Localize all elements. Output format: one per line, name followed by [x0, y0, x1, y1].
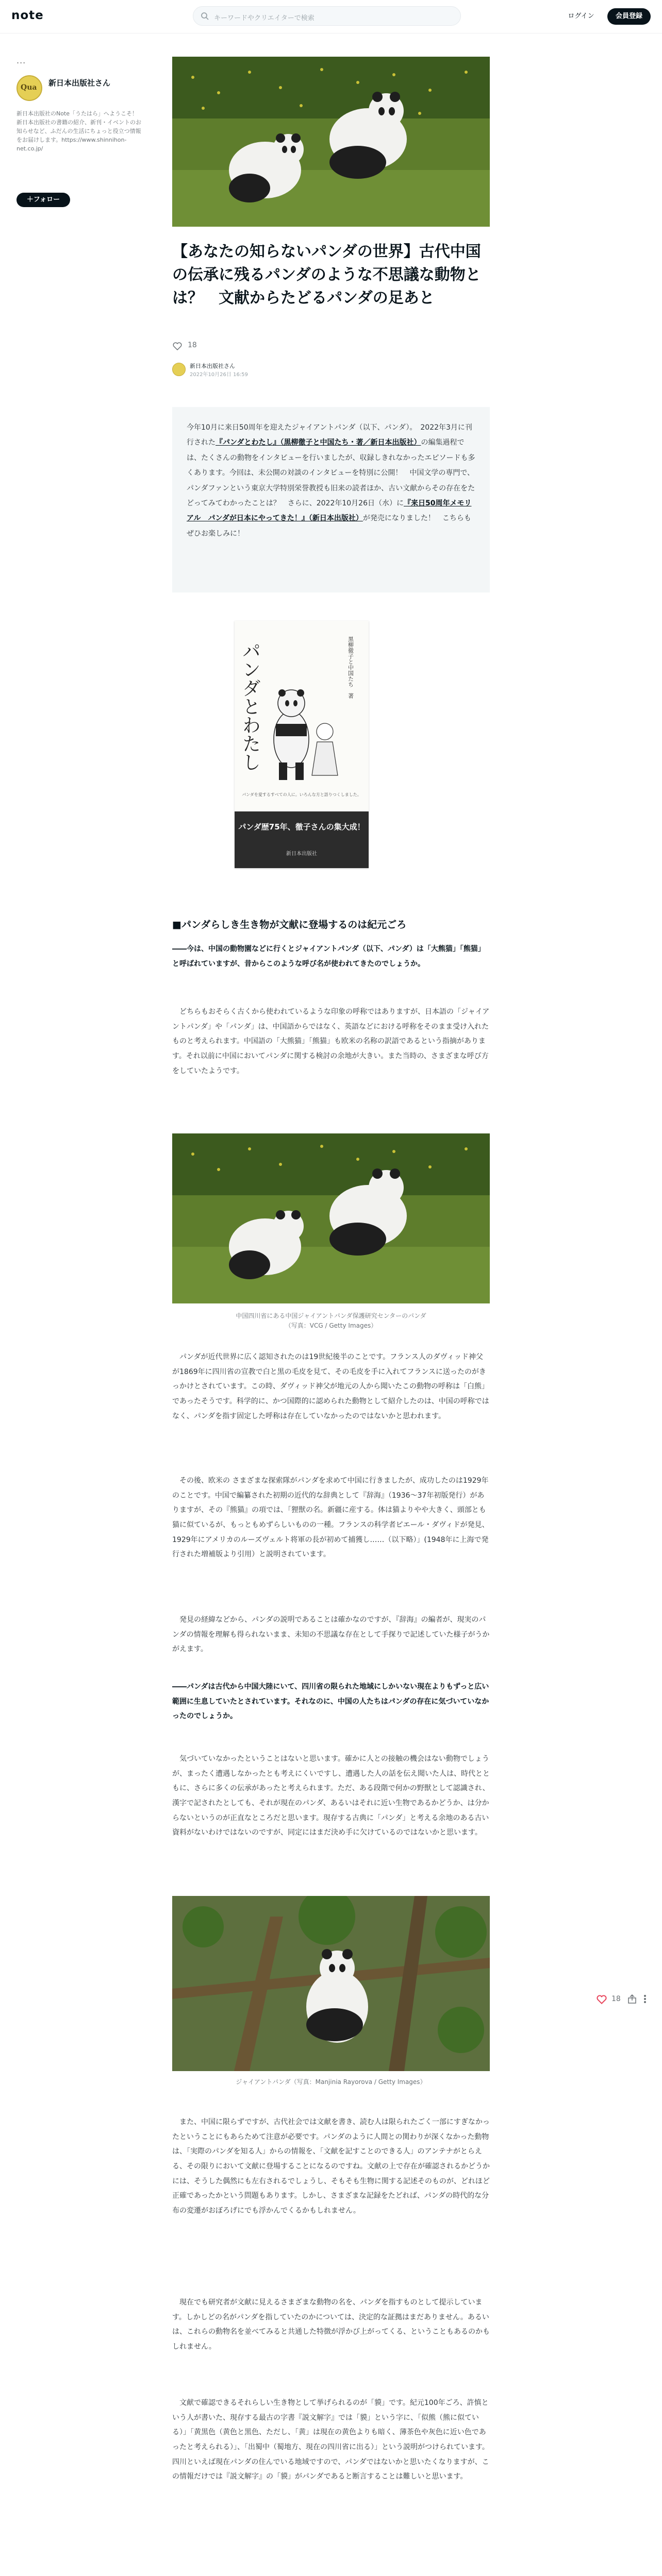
- author-name[interactable]: 新日本出版社さん: [190, 363, 235, 369]
- photo-1-caption: 中国四川省にある中国ジャイアントパンダ保護研究センターのパンダ （写真：VCG / Getty Images）: [236, 1312, 426, 1330]
- body-paragraph-3: パンダが近代世界に広く認知されたのは19世紀後半のことです。フランス人のダヴィッド神父が1869年に四川省の宣教で白と黒の毛皮を見て、その毛皮を手に入れてフランスに送ったのがきっかけとされています。この時、ダヴィッド神父が地元の人から聞いたこの動物の呼称は「白熊」であったそうです。科学的に、かつ国際的に認められた動物として紹介したのは、中国の呼称ではなく、パンダを指す固定した呼称は存在していなかったのではないかと思われます。: [172, 1353, 489, 1420]
- body-paragraph-6: 気づいていなかったということはないと思います。確かに人との接触の機会はない動物でしょうが、まったく遭遇しなかったとも考えにくいですし、遭遇した人の話を伝え聞いた人は、時代とともに、さらに多くの伝承があったと考えられます。ただ、ある段階で何かの野獣として認識され、漢字で記されたとしても、それが現在のパンダ、あるいはそれに近い生物であるかどうか、は分からないというのが正直なところだと思います。現存する古典に「パンダ」と考える余地のある古い資料がないわけではないのですが、同定にはまだ決め手に欠けているのではないかと思います。: [172, 1755, 490, 1837]
- creator-name[interactable]: 新日本出版社さん: [48, 78, 111, 88]
- book-cover: [235, 621, 369, 868]
- floating-action-bar: [596, 1992, 648, 2007]
- intro-text-3: が発売になりました！ こちらもぜひお楽しみに！: [187, 514, 471, 538]
- author-avatar[interactable]: [172, 363, 186, 376]
- body-paragraph-5: 発見の経緯などから、パンダの説明であることは確かなのですが、『辞海』の編者が、現実のパンダの情報を理解も得られないまま、未知の不思議な存在として手探りで記述していた様子がうかがえます。: [172, 1616, 490, 1654]
- body-paragraph-8: 現在でも研究者が文献に見えるさまざまな動物の名を、パンダを指すものとして提示しています。しかしどの名がパンダを指していたのかについては、決定的な証拠はまだありません。あるいは、これらの動物名を並べてみると共通した特徴が浮かび上がってくる、ということもあるのかもしれません。: [172, 2298, 490, 2351]
- share-icon[interactable]: [627, 1994, 637, 2004]
- interview-question-2: ――パンダは古代から中国大陸にいて、四川省の限られた地域にしかいない現在よりもずっと広い範囲に生息していたとされています。それなのに、中国の人たちはパンダの存在に気づいていなかったのでしょうか。: [172, 1683, 489, 1721]
- book-banner: パンダ歴75年、徹子さんの集大成！: [238, 822, 365, 832]
- article-title: 【あなたの知らないパンダの世界】古代中国の伝承に残るパンダのような不思議な動物とは？ 文献からたどるパンダの足あと: [172, 243, 481, 307]
- site-header: [0, 0, 662, 33]
- panda-photo-1: [172, 1133, 490, 1303]
- more-menu-button[interactable]: ...: [16, 56, 26, 65]
- like-count: 18: [188, 341, 197, 349]
- body-paragraph-9: 文献で確認できるそれらしい生き物として挙げられるのが「貘」です。紀元100年ごろ、許慎という人が書いた、現存する最古の字書『説文解字』では「貘」という字に、「似熊（熊に似ている）」「黄黒色（黄色と黒色、ただし、「黄」は現在の黄色よりも暗く、薄茶色や灰色に近い色であったと考えられる）」、「出蜀中（蜀地方、現在の四川省に出る）」という説明がつけられています。四川といえば現在パンダの住んでいる地域ですので、パンダではないかと思いたくなりますが、この情報だけでは『説文解字』の「貘」がパンダであると断言することは難しいと思います。: [172, 2399, 489, 2481]
- avatar[interactable]: [16, 75, 42, 101]
- memorial-book-link[interactable]: 『来日50周年メモリアル パンダが日本にやってきた！』（新日本出版社）: [187, 499, 472, 523]
- book-note: パンダを愛するすべての人に。いろんな方と語りつくしました。: [242, 792, 361, 797]
- intro-box: [172, 407, 490, 592]
- intro-paragraph: [187, 420, 475, 541]
- floating-like-count: 18: [611, 1995, 621, 2003]
- book-publisher: 新日本出版社: [286, 851, 317, 857]
- body-paragraph-2: どちらもおそらく古くから使われているような印象の呼称ではありますが、日本語の「ジャイアントパンダ」や「パンダ」は、中国語からではなく、英語などにおける呼称をそのまま受け入れたものと考えられます。中国語の「大熊猫」「熊猫」も欧米の名称の訳語であるという指摘があります。それ以前に中国においてパンダに関する検討の余地が大きい。また当時の、さまざまな呼び方をしていたようです。: [172, 1008, 490, 1075]
- search-box[interactable]: [193, 6, 461, 26]
- signup-button[interactable]: 会員登録: [607, 8, 651, 25]
- photo-2-caption: ジャイアントパンダ（写真：Manjinia Rayorova / Getty Images）: [236, 2078, 426, 2086]
- book-link[interactable]: 『パンダとわたし』（黒柳徹子と中国たち・著／新日本出版社）: [216, 438, 421, 447]
- panda-photo-2: [172, 1896, 490, 2071]
- book-author: 黒柳徹子と中国たち 著: [347, 636, 354, 699]
- search-icon: [201, 12, 209, 20]
- intro-text-2: の編集過程では、たくさんの動物をインタビューを行いましたが、収録しきれなかったエピソードも多くあります。今回は、未公開の対談のインタビューを特別に公開！ 中国文学の専門で、パンダファンという東京大学特別栄誉教授も旧来の読者ほか、古い文献からその存在をたどってみてわかったことは？ さらに、2022年10月26日（水）に: [187, 438, 475, 507]
- search-placeholder: キーワードやクリエイターで検索: [214, 14, 315, 22]
- avatar-text: Qua: [21, 83, 37, 92]
- body-paragraph-7: また、中国に限らずですが、古代社会では文献を書き、読む人は限られたごく一部にすぎなかったということにもあらためて注意が必要です。パンダのように人間との関わりが深くなかった動物は、「実際のパンダを知る人」からの情報を、「文献を記すことのできる人」のアンテナがとらえる、その限りにおいて文献に登場することになるのですね。文献の上で存在が確認されるかどうかには、そうした偶然にも左右されるでしょうし、そもそも生物に関する記述そのものが、どれほど正確であったかという問題もあります。しかし、さまざまな記録をたどれば、パンダの時代的な分布の変遷がおぼろげにでも浮かんでくるかもしれません。: [172, 2118, 490, 2215]
- intro-text-1: 今年10月に来日50周年を迎えたジャイアントパンダ（以下、パンダ）。 2022年3月に刊行された: [187, 423, 472, 447]
- login-button[interactable]: ログイン: [568, 12, 594, 20]
- book-title-art: パンダとわたし: [239, 641, 261, 771]
- floating-heart-icon[interactable]: [596, 1994, 607, 2005]
- heart-icon[interactable]: [172, 341, 183, 351]
- publish-date: 2022年10月26日 16:59: [190, 372, 248, 378]
- hero-panda-image: [172, 57, 490, 227]
- note-logo[interactable]: note: [11, 9, 44, 22]
- book-cover-art: [235, 621, 369, 868]
- body-paragraph-4: その後、欧米の さまざまな探索隊がパンダを求めて中国に行きましたが、成功したのは1929年のことです。中国で編纂された初期の近代的な辞典として『辞海』（1936〜37年初版発行）がありますが、その『熊猫』の項では、「狸獣の名。新疆に産する。体は猫よりやや大きく、頭部とも猫に似ているが、もっともめずらしいものの一種。フランスの科学者ピエール・ダヴィドが発見、1929年にアメリカのルーズヴェルト将軍の長が初めて捕獲し……（以下略）」(1948年に上海で発行された増補版より引用）と説明されています。: [172, 1477, 489, 1559]
- follow-button[interactable]: ＋フォロー: [16, 193, 70, 207]
- section-heading: ■パンダらしき生き物が文献に登場するのは紀元ごろ: [172, 919, 407, 930]
- creator-description: 新日本出版社のNote「うたはら」へようこそ！ 新日本出版社の書籍の紹介、新刊・イベントのお知らせなど、ふだんの生活にちょっと役立つ情報をお届けします。https://www.shinnihon-net.co.jp/: [16, 110, 144, 152]
- interview-question-1: ――今は、中国の動物園などに行くとジャイアントパンダ（以下、パンダ）は「大熊猫」「熊猫」と呼ばれていますが、昔からこのような呼び名が使われてきたのでしょうか。: [172, 945, 485, 968]
- more-options-icon[interactable]: [640, 1994, 650, 2004]
